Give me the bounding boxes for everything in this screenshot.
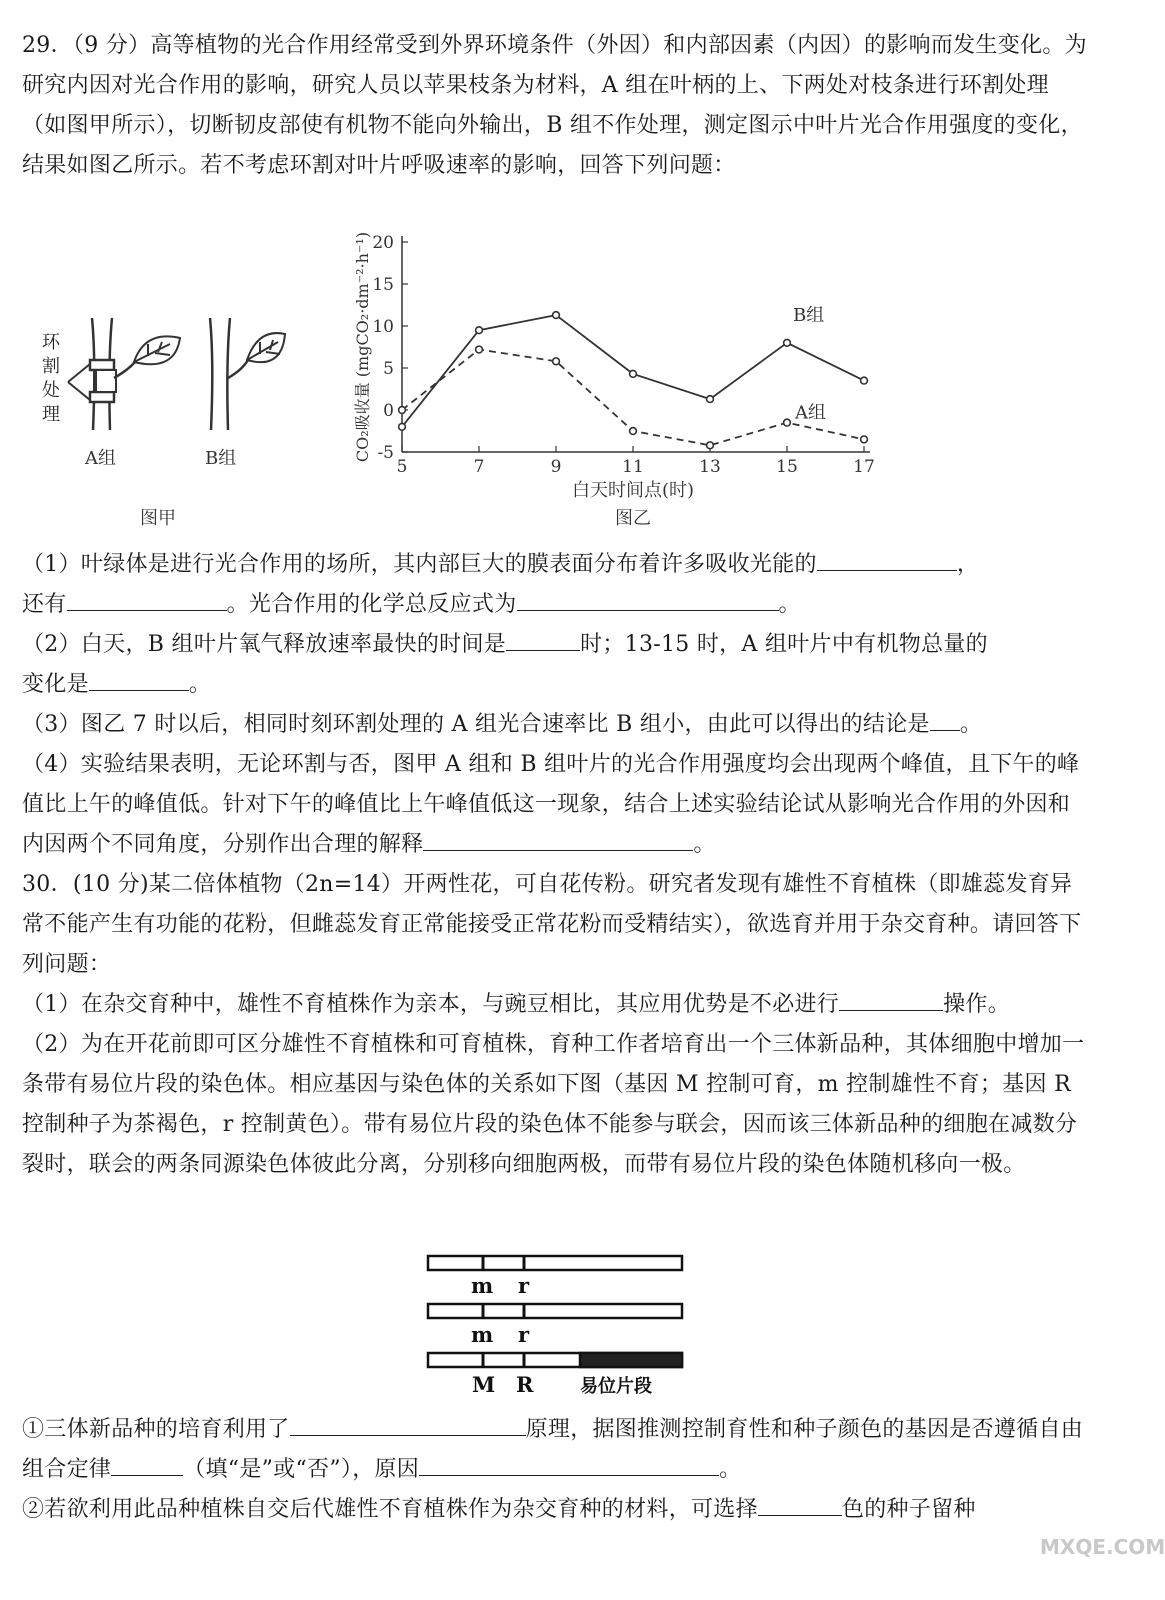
fig-jia-caption: 图甲: [140, 508, 176, 529]
answer-blank[interactable]: [817, 546, 957, 571]
q30-sub2-1-text1: ①三体新品种的培育利用了: [22, 1417, 290, 1442]
answer-blank[interactable]: [517, 586, 779, 611]
q30-sub2: （2）为在开花前即可区分雄性不育植株和可育植株，育种工作者培育出一个三体新品种，其体细胞中增加一条带有易位片段的染色体。相应基因与染色体的关系如下图（基因 M 控制可育，m 控制雄性不育；基因 R 控制种子为茶褐色，r 控制黄色）。带有易位片段的染色体不能参与联会，因而该三体新品种的细胞在减数分裂时，联会的两条同源染色体彼此分离，分别移向细胞两极，而带有易位片段的染色体随机移向一极。: [22, 1032, 1085, 1177]
x-axis-label: 白天时间点(时): [571, 480, 695, 501]
y-tick-label: -5: [377, 443, 394, 463]
leaf-icon: [134, 336, 180, 364]
x-tick-label: 11: [622, 457, 644, 477]
q30-sub2-1-text2: 原理，据图推测控制育性和种子颜色的基因是否遵循自由组合定律: [22, 1417, 1084, 1482]
answer-blank[interactable]: [839, 986, 943, 1011]
answer-blank[interactable]: [89, 666, 189, 691]
x-tick-label: 15: [776, 457, 798, 477]
q30-sub1-text2: 操作。: [943, 992, 1011, 1017]
legend-a-label: A组: [795, 402, 826, 424]
chart-title: 图乙: [615, 508, 651, 529]
q30-sub2-2: [22, 1490, 1092, 1530]
q29-sub2-text1: （2）白天，B 组叶片氧气释放速率最快的时间是: [22, 632, 507, 657]
q29-sub3: [22, 705, 1092, 745]
q29-sub1-text5: 。: [778, 592, 801, 617]
answer-blank[interactable]: [423, 826, 693, 851]
data-point: [399, 407, 406, 414]
q29-sub3-text: （3）图乙 7 时以后，相同时刻环割处理的 A 组光合速率比 B 组小，由此可以得出的结论是: [22, 712, 930, 737]
y-tick-label: 5: [383, 359, 394, 379]
side-label-char: 割: [42, 356, 60, 377]
q29-sub3-end: 。: [959, 712, 983, 737]
gene-label: m: [471, 1322, 494, 1347]
gene-label: M: [472, 1372, 496, 1397]
translocation-label: 易位片段: [580, 1376, 652, 1397]
q29-sub4-text: （4）实验结果表明，无论环割与否，图甲 A 组和 B 组叶片的光合作用强度均会出现两个峰值，且下午的峰值比上午的峰值低。针对下午的峰值比上午峰值低这一现象，结合上述实验结论试从影响光合作用的外因和内因两个不同角度，分别作出合理的解释: [22, 752, 1080, 857]
watermark: MXQE.COM: [1040, 1535, 1165, 1559]
q29-sub2: [22, 625, 1092, 705]
data-point: [553, 358, 560, 365]
q30-sub2-1-text3: （填“是”或“否”），原因: [183, 1457, 420, 1482]
legend-b-label: B组: [793, 304, 825, 326]
q30-intro: 30．(10 分)某二倍体植物（2n=14）开两性花，可自花传粉。研究者发现有雄性不育植株（即雄蕊发育异常不能产生有功能的花粉，但雌蕊发育正常能接受正常花粉而受精结实），欲选育并用于杂交育种。请回答下列问题：: [22, 872, 1082, 977]
x-tick-label: 7: [473, 457, 485, 477]
answer-blank[interactable]: [419, 1451, 719, 1476]
answer-blank[interactable]: [67, 586, 227, 611]
data-point: [476, 346, 483, 353]
fig-jia-b-label: B组: [205, 448, 237, 469]
x-tick-label: 17: [853, 457, 875, 477]
x-tick-label: 13: [699, 457, 721, 477]
q30-sub2-2-text2: 色的种子留种: [841, 1497, 976, 1522]
data-point: [476, 327, 483, 334]
answer-blank[interactable]: [930, 706, 960, 731]
data-point: [861, 436, 868, 443]
y-axis-label: CO₂吸收量 (mgCO₂·dm⁻²·h⁻¹): [353, 231, 372, 463]
x-tick-label: 5: [396, 457, 408, 477]
q29-sub1: [22, 545, 1092, 625]
data-point: [861, 377, 868, 384]
q30-sub1-text1: （1）在杂交育种中，雄性不育植株作为亲本，与豌豆相比，其应用优势是不必进行: [22, 992, 840, 1017]
data-point: [630, 370, 637, 377]
x-tick-label: 9: [550, 457, 562, 477]
q30-sub2-2-text1: ②若欲利用此品种植株自交后代雄性不育植株作为杂交育种的材料，可选择: [22, 1497, 758, 1522]
gene-label: r: [518, 1273, 530, 1298]
figure-yi-chart: [320, 228, 900, 538]
q29-sub4: [22, 745, 1092, 865]
q29-sub4-end: 。: [693, 832, 716, 857]
fig-jia-a-label: A组: [85, 448, 116, 469]
data-point: [553, 312, 560, 319]
branch-b: [210, 318, 248, 430]
chromosome-2: [428, 1304, 682, 1318]
q29-sub2-text4: 。: [188, 672, 212, 697]
y-tick-label: 15: [372, 275, 394, 295]
answer-blank[interactable]: [758, 1491, 842, 1516]
data-point: [707, 396, 714, 403]
q30-sub1: [22, 985, 1092, 1025]
side-label-char: 处: [42, 380, 60, 401]
data-point: [784, 339, 791, 346]
side-label-char: 理: [42, 404, 60, 425]
answer-blank[interactable]: [290, 1411, 526, 1436]
data-point: [399, 423, 406, 430]
branch-a: [90, 318, 135, 430]
y-tick-label: 0: [383, 401, 394, 421]
q29-sub2-text2: 时；13-15 时，A 组叶片中有机物总量的: [580, 632, 988, 657]
q30-sub2-1: [22, 1410, 1092, 1490]
answer-blank[interactable]: [111, 1451, 183, 1476]
translocation-segment: [580, 1353, 682, 1367]
figure-jia: [30, 300, 290, 535]
leaf-icon: [247, 333, 285, 362]
q29-sub2-text3: 变化是: [22, 672, 89, 697]
q30-sub2-1-text4: 。: [719, 1457, 742, 1482]
gene-label: r: [518, 1322, 530, 1347]
q29-intro: 29．（9 分）高等植物的光合作用经常受到外界环境条件（外因）和内部因素（内因）的影响而发生变化。为研究内因对光合作用的影响，研究人员以苹果枝条为材料，A 组在叶柄的上、下两处对枝条进行环割处理（如图甲所示），切断韧皮部使有机物不能向外输出，B 组不作处理，测定图示中叶片光合作用强度的变化，结果如图乙所示。若不考虑环割对叶片呼吸速率的影响，回答下列问题：: [22, 33, 1087, 178]
answer-blank[interactable]: [506, 626, 580, 651]
q29-sub1-text4: 。光合作用的化学总反应式为: [226, 592, 517, 617]
chromosome-diagram: [420, 1250, 700, 1400]
gene-label: R: [516, 1372, 534, 1397]
q29-sub1-text2: ，: [956, 552, 980, 577]
ring-pointer-icon: [68, 364, 90, 400]
chromosome-1: [428, 1256, 682, 1270]
side-label-char: 环: [42, 332, 60, 353]
y-tick-label: 10: [372, 317, 394, 337]
y-tick-label: 20: [372, 233, 394, 253]
data-point: [707, 442, 714, 449]
data-point: [784, 419, 791, 426]
data-point: [630, 428, 637, 435]
q29-sub1-text3: 还有: [22, 592, 67, 617]
fig-jia-side-label: [42, 332, 61, 425]
q29-sub1-text1: （1）叶绿体是进行光合作用的场所，其内部巨大的膜表面分布着许多吸收光能的: [22, 552, 817, 577]
gene-label: m: [471, 1273, 494, 1298]
